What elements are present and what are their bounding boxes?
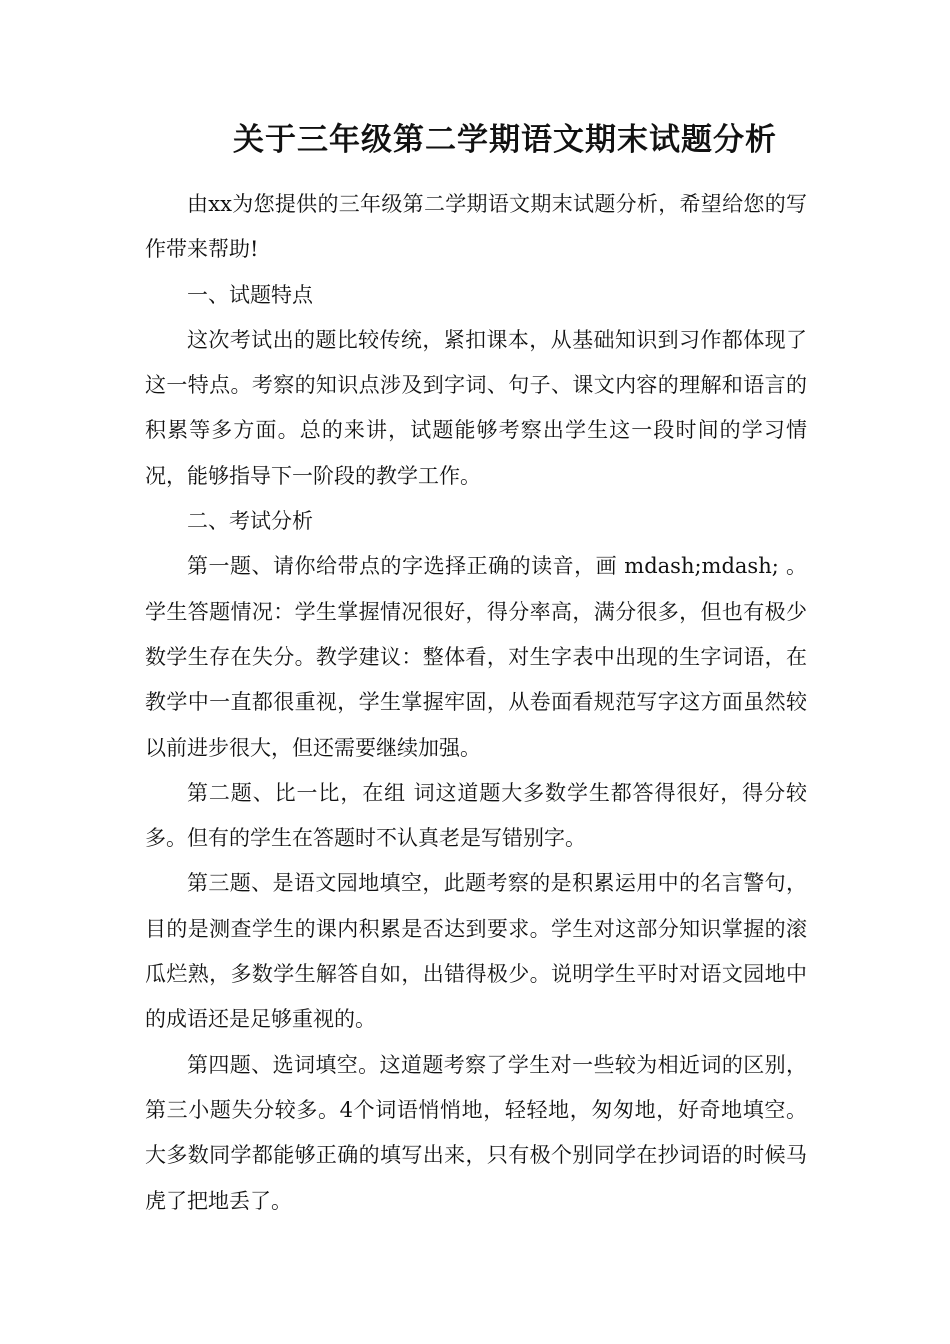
section-heading-analysis: 二、考试分析: [187, 509, 313, 534]
document-title: 关于三年级第二学期语文期末试题分析: [233, 122, 777, 158]
section-heading-features: 一、试题特点: [187, 282, 313, 307]
question-3-paragraph: 第三题、是语文园地填空，此题考察的是积累运用中的名言警句，目的是测查学生的课内积累是否达到要求。学生对这部分知识掌握的滚瓜烂熟，多数学生解答自如，出错得极少。说明学生平时对语文园地中的成语还是足够重视的。: [145, 871, 807, 1032]
question-4-paragraph: 第四题、选词填空。这道题考察了学生对一些较为相近词的区别，第三小题失分较多。4个词语悄悄地，轻轻地，匆匆地，好奇地填空。大多数同学都能够正确的填写出来，只有极个别同学在抄词语的时候马虎了把地丢了。: [145, 1052, 807, 1213]
document-body: [145, 182, 807, 1224]
question-1-paragraph: 第一题、请你给带点的字选择正确的读音，画 mdash;mdash; 。学生答题情况：学生掌握情况很好，得分率高，满分很多，但也有极少数学生存在失分。教学建议：整体看，对生字表中出现的生字词语，在教学中一直都很重视，学生掌握牢固，从卷面看规范写字这方面虽然较以前进步很大，但还需要继续加强。: [145, 554, 807, 760]
features-paragraph: 这次考试出的题比较传统，紧扣课本，从基础知识到习作都体现了这一特点。考察的知识点涉及到字词、句子、课文内容的理解和语言的积累等多方面。总的来讲，试题能够考察出学生这一段时间的学习情况，能够指导下一阶段的教学工作。: [145, 327, 807, 488]
intro-paragraph: 由xx为您提供的三年级第二学期语文期末试题分析，希望给您的写作带来帮助!: [145, 192, 807, 262]
question-2-paragraph: 第二题、比一比，在组 词这道题大多数学生都答得很好，得分较多。但有的学生在答题时不认真老是写错别字。: [145, 780, 807, 851]
